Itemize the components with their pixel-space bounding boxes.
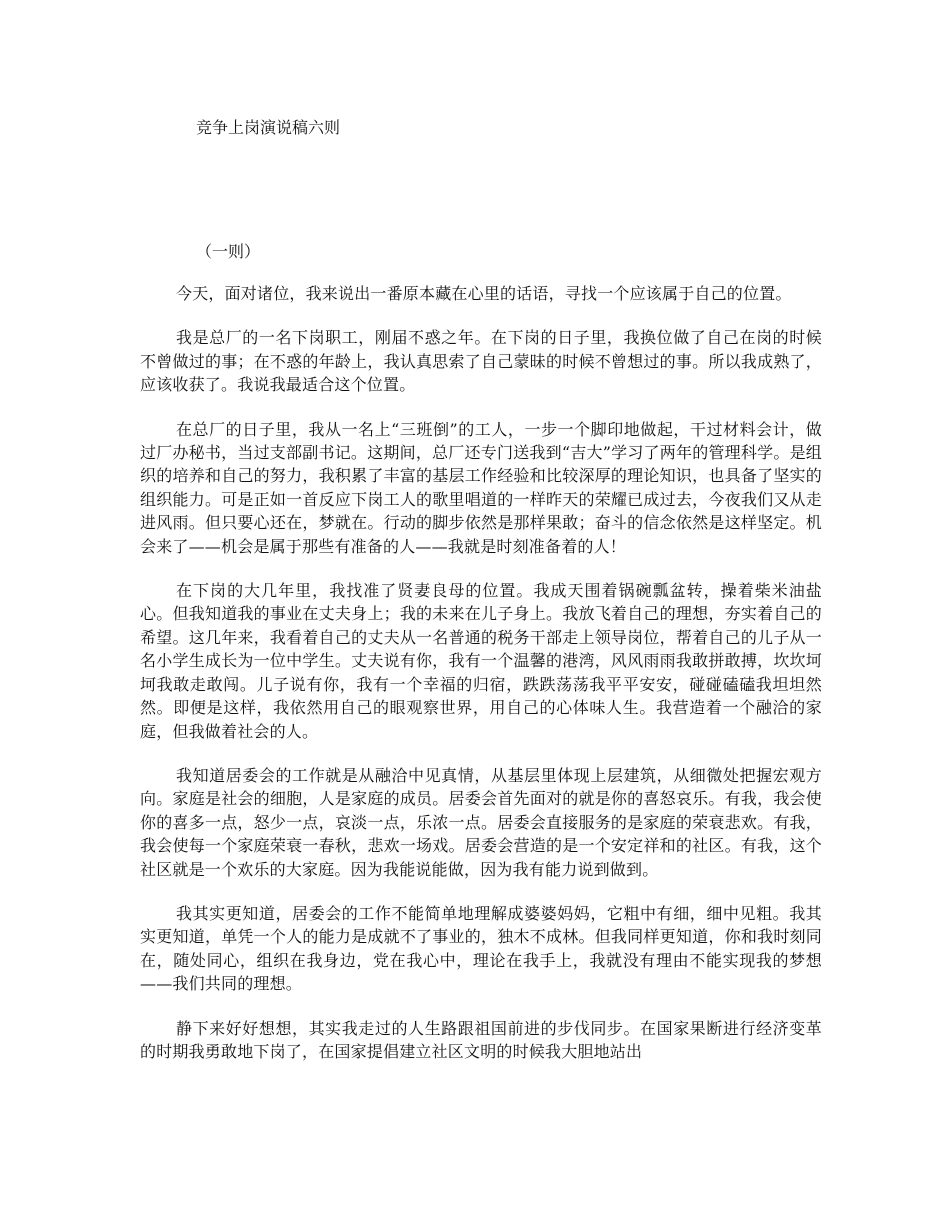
paragraph: 我其实更知道，居委会的工作不能简单地理解成婆婆妈妈，它粗中有细，细中见粗。我其实更知道，单凭一个人的能力是成就不了事业的，独木不成林。但我同样更知道，你和我时刻同在，随处同心，组织在我身边，党在我心中，理论在我手上，我就没有理由不能实现我的梦想——我们共同的理想。 — [140, 903, 822, 994]
paragraph: 在总厂的日子里，我从一名上“三班倒”的工人，一步一个脚印地做起，干过材料会计，做过厂办秘书，当过支部副书记。这期间，总厂还专门送我到“吉大”学习了两年的管理科学。是组织的培养和自己的努力，我积累了丰富的基层工作经验和比较深厚的理论知识，也具备了坚实的组织能力。可是正如一首反应下岗工人的歌里唱道的一样昨天的荣耀已成过去，今夜我们又从走进风雨。但只要心还在，梦就在。行动的脚步依然是那样果敢；奋斗的信念依然是这样坚定。机会来了——机会是属于那些有准备的人——我就是时刻准备着的人！ — [140, 419, 822, 556]
paragraph: 今天，面对诸位，我来说出一番原本藏在心里的话语，寻找一个应该属于自己的位置。 — [176, 284, 792, 303]
section-heading: （一则） — [196, 242, 261, 261]
paragraph: 我知道居委会的工作就是从融洽中见真情，从基层里体现上层建筑，从细微处把握宏观方向。家庭是社会的细胞，人是家庭的成员。居委会首先面对的就是你的喜怒哀乐。有我，我会使你的喜多一点，怒少一点，哀淡一点，乐浓一点。居委会直接服务的是家庭的荣衰悲欢。有我，我会使每一个家庭荣衰一春秋，悲欢一场戏。居委会营造的是一个安定祥和的社区。有我，这个社区就是一个欢乐的大家庭。因为我能说能做，因为我有能力说到做到。 — [140, 765, 822, 879]
paragraph: 在下岗的大几年里，我找准了贤妻良母的位置。我成天围着锅碗瓢盆转，操着柴米油盐心。但我知道我的事业在丈夫身上；我的未来在儿子身上。我放飞着自己的理想，夯实着自己的希望。这几年来，我看着自己的丈夫从一名普通的税务干部走上领导岗位，帮着自己的儿子从一名小学生成长为一位中学生。丈夫说有你，我有一个温馨的港湾，风风雨雨我敢拼敢搏，坎坎坷坷我敢走敢闯。儿子说有你，我有一个幸福的归宿，跌跌荡荡我平平安安，碰碰磕磕我坦坦然然。即便是这样，我依然用自己的眼观察世界，用自己的心体味人生。我营造着一个融洽的家庭，但我做着社会的人。 — [140, 581, 822, 741]
document-body — [140, 282, 822, 1084]
document-title: 竞争上岗演说稿六则 — [196, 118, 341, 137]
paragraph: 静下来好好想想，其实我走过的人生路跟祖国前进的步伐同步。在国家果断进行经济变革的时期我勇敢地下岗了，在国家提倡建立社区文明的时候我大胆地站出 — [140, 1018, 822, 1061]
paragraph: 我是总厂的一名下岗职工，刚届不惑之年。在下岗的日子里，我换位做了自己在岗的时候不曾做过的事；在不惑的年龄上，我认真思索了自己蒙昧的时候不曾想过的事。所以我成熟了，应该收获了。我说我最适合这个位置。 — [140, 328, 822, 395]
